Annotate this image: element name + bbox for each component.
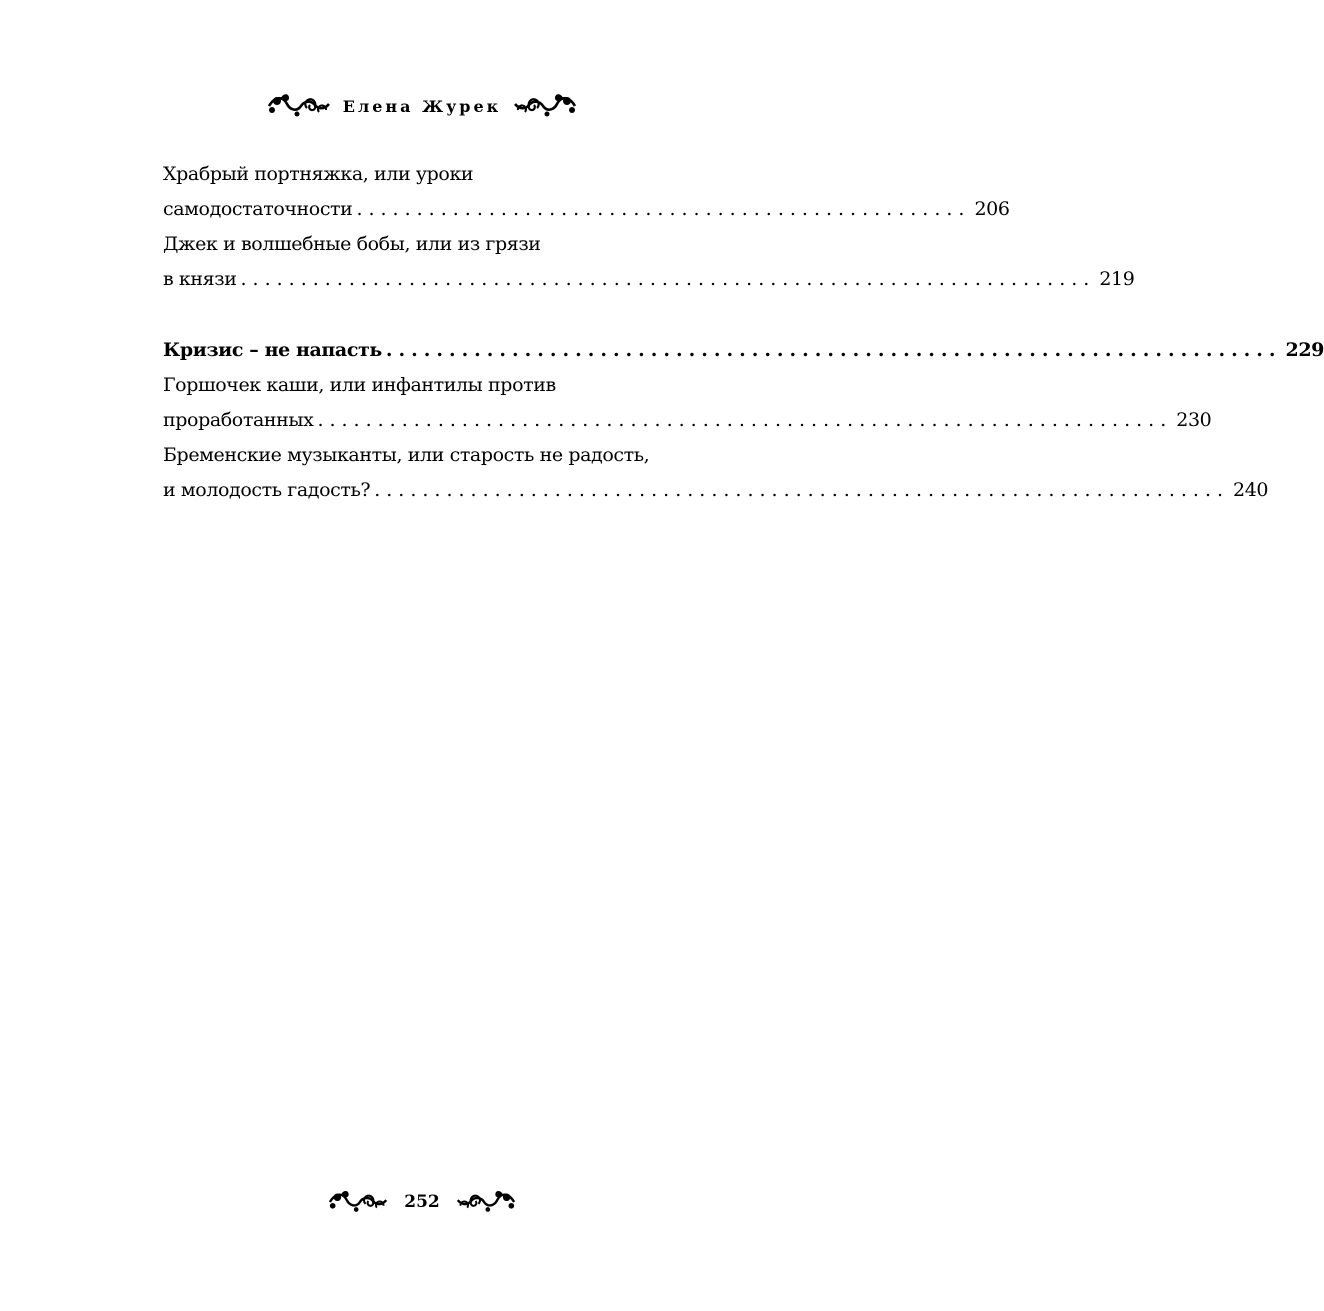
- page-footer: [0, 1182, 844, 1222]
- dot-leader: .......................................................................: [385, 339, 1282, 361]
- toc-page-number: 219: [1099, 268, 1135, 290]
- dot-leader: .......................................................................: [374, 479, 1230, 501]
- toc-entry-title-line: Бременские музыканты, или старость не радость,: [163, 444, 650, 466]
- toc-entry[interactable]: [163, 227, 1135, 297]
- toc-entry-title-line: Горшочек каши, или инфантилы против: [163, 374, 556, 396]
- section-gap: [163, 297, 722, 333]
- toc-entry[interactable]: [163, 438, 1269, 508]
- running-title: Елена Журек: [342, 96, 502, 116]
- toc-entry-title-line: в князи ....................................................................... 219: [163, 262, 722, 297]
- toc-entry-title-line: Кризис – не напасть ....................................................................... 229: [163, 333, 722, 368]
- toc-entry-title-line: Храбрый портняжка, или уроки: [163, 163, 474, 185]
- table-of-contents: [163, 157, 1324, 508]
- dot-leader: .......................................................................: [240, 268, 1096, 290]
- floral-flourish-left-icon: [267, 92, 333, 120]
- toc-entry-title-line: Джек и волшебные бобы, или из грязи: [163, 233, 541, 255]
- dot-leader: ...................................................: [356, 198, 971, 220]
- toc-entry[interactable]: [163, 368, 1212, 438]
- toc-entry[interactable]: [163, 157, 1010, 227]
- page-number: 252: [404, 1192, 440, 1212]
- toc-page-number: 230: [1176, 409, 1212, 431]
- running-header: [0, 86, 844, 126]
- toc-entry-title-line: самодостаточности ................................................... 206: [163, 192, 722, 227]
- floral-flourish-left-icon: [328, 1188, 390, 1216]
- toc-entry-title-line: и молодость гадость? ....................................................................... 240: [163, 473, 722, 508]
- toc-page-number: 240: [1233, 479, 1269, 501]
- toc-section-heading[interactable]: [163, 333, 1324, 368]
- toc-page-number: 229: [1285, 339, 1324, 361]
- toc-page-number: 206: [974, 198, 1010, 220]
- floral-flourish-right-icon: [454, 1188, 516, 1216]
- floral-flourish-right-icon: [511, 92, 577, 120]
- toc-entry-title-line: проработанных ....................................................................... 230: [163, 403, 722, 438]
- dot-leader: .......................................................................: [317, 409, 1173, 431]
